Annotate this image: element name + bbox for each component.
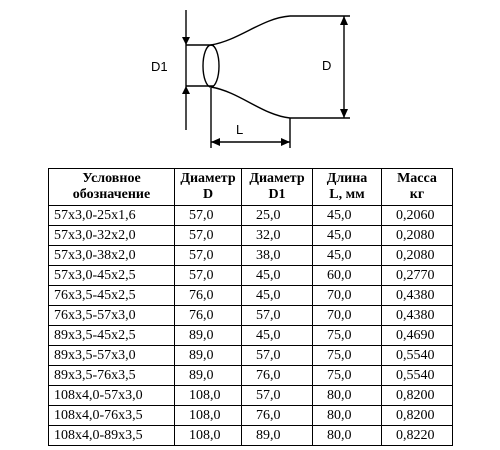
cell-diameter-d: 108,0 [175,406,242,426]
cell-mass: 0,8200 [382,386,453,406]
header-designation [49,169,175,206]
cell-designation: 89x3,5-76x3,5 [49,366,175,386]
d-arrow-top [340,16,348,25]
table-row [49,226,453,246]
cell-diameter-d1: 57,0 [242,346,313,366]
label-l: L [236,122,244,137]
cell-length: 45,0 [313,206,382,226]
cell-mass: 0,4380 [382,306,453,326]
cell-diameter-d: 89,0 [175,366,242,386]
cell-diameter-d: 57,0 [175,246,242,266]
header-length-line: L, мм [329,187,365,202]
cell-diameter-d: 89,0 [175,326,242,346]
header-diameter-d-line: Диаметр [180,171,236,186]
cell-length: 45,0 [313,246,382,266]
cell-diameter-d: 108,0 [175,426,242,446]
header-length-line: Длина [326,171,368,186]
header-designation-line: обозначение [72,187,151,202]
cell-diameter-d: 76,0 [175,286,242,306]
d1-arrow-bottom [182,86,190,94]
cell-mass: 0,4380 [382,286,453,306]
table-header-row [49,169,453,206]
cell-mass: 0,5540 [382,366,453,386]
cell-designation: 57x3,0-45x2,5 [49,266,175,286]
cell-diameter-d1: 38,0 [242,246,313,266]
label-d1: D1 [151,59,168,74]
d1-arrow-top [182,37,190,45]
table-body [49,206,453,446]
cell-length: 75,0 [313,346,382,366]
table-row [49,326,453,346]
cell-mass: 0,2080 [382,226,453,246]
cell-length: 70,0 [313,306,382,326]
l-arrow-right [281,138,290,146]
cell-mass: 0,2080 [382,246,453,266]
header-mass-line: Масса [397,171,437,186]
cell-designation: 57x3,0-32x2,0 [49,226,175,246]
table-row [49,286,453,306]
cell-mass: 0,8200 [382,406,453,426]
cell-designation: 108x4,0-89x3,5 [49,426,175,446]
cell-diameter-d1: 45,0 [242,266,313,286]
cell-diameter-d: 57,0 [175,226,242,246]
table-row [49,386,453,406]
table-row [49,406,453,426]
header-diameter-d1-line: D1 [268,187,286,202]
cell-diameter-d1: 57,0 [242,386,313,406]
cell-diameter-d1: 25,0 [242,206,313,226]
table-row [49,426,453,446]
cell-designation: 89x3,5-57x3,0 [49,346,175,366]
cell-diameter-d1: 45,0 [242,286,313,306]
d-arrow-bottom [340,109,348,118]
cell-length: 80,0 [313,386,382,406]
cell-mass: 0,4690 [382,326,453,346]
cell-designation: 76x3,5-57x3,0 [49,306,175,326]
table-row [49,366,453,386]
reducer-top-profile [211,16,290,45]
cell-diameter-d1: 89,0 [242,426,313,446]
cell-diameter-d: 76,0 [175,306,242,326]
cell-designation: 108x4,0-76x3,5 [49,406,175,426]
cell-mass: 0,2060 [382,206,453,226]
cell-designation: 76x3,5-45x2,5 [49,286,175,306]
cell-length: 70,0 [313,286,382,306]
cell-designation: 57x3,0-38x2,0 [49,246,175,266]
cell-diameter-d1: 76,0 [242,406,313,426]
cell-diameter-d: 57,0 [175,206,242,226]
cell-length: 45,0 [313,226,382,246]
reducer-spec-table [48,168,453,446]
cell-diameter-d: 89,0 [175,346,242,366]
header-diameter-d1 [242,169,313,206]
small-end-ellipse [203,45,219,87]
cell-diameter-d1: 45,0 [242,326,313,346]
cell-designation: 57x3,0-25x1,6 [49,206,175,226]
cell-diameter-d: 57,0 [175,266,242,286]
cell-mass: 0,5540 [382,346,453,366]
table-row [49,246,453,266]
cell-length: 80,0 [313,406,382,426]
cell-diameter-d1: 32,0 [242,226,313,246]
table-row [49,306,453,326]
cell-length: 75,0 [313,366,382,386]
reducer-bottom-profile [211,87,290,118]
header-designation-line: Условное [82,171,141,186]
header-length [313,169,382,206]
cell-length: 75,0 [313,326,382,346]
cell-designation: 89x3,5-45x2,5 [49,326,175,346]
header-diameter-d [175,169,242,206]
header-mass [382,169,453,206]
cell-diameter-d1: 57,0 [242,306,313,326]
label-d: D [322,58,332,73]
cell-mass: 0,8220 [382,426,453,446]
cell-length: 60,0 [313,266,382,286]
table-row [49,266,453,286]
cell-designation: 108x4,0-57x3,0 [49,386,175,406]
cell-diameter-d: 108,0 [175,386,242,406]
reducer-diagram [0,0,500,165]
l-arrow-left [211,138,220,146]
cell-mass: 0,2770 [382,266,453,286]
cell-length: 80,0 [313,426,382,446]
header-diameter-d-line: D [202,187,214,202]
table-row [49,206,453,226]
table-row [49,346,453,366]
cell-diameter-d1: 76,0 [242,366,313,386]
header-diameter-d1-line: Диаметр [249,171,305,186]
header-mass-line: кг [409,187,425,202]
